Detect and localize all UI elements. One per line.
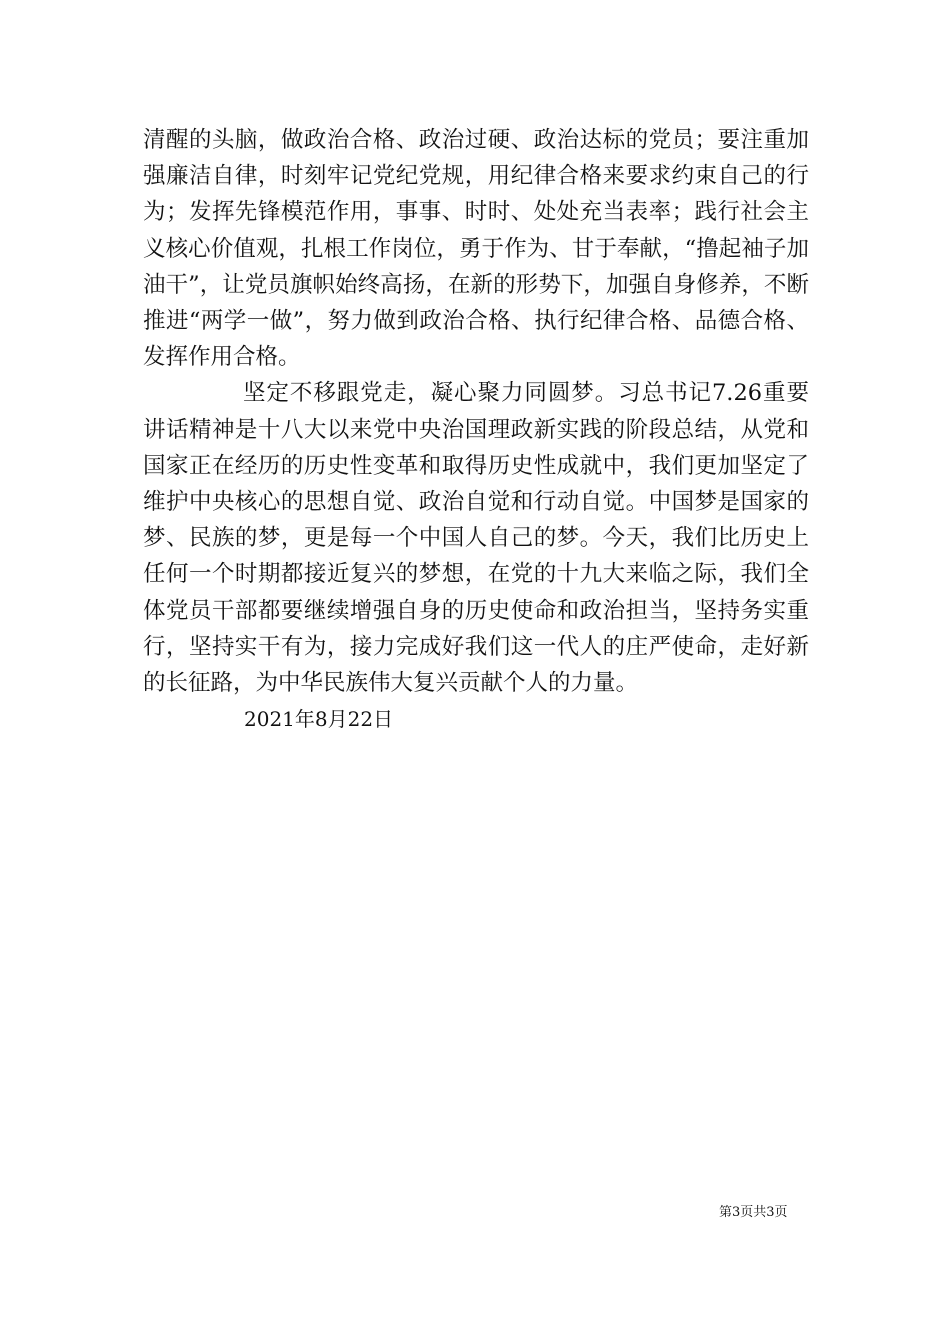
page-number-footer: 第3页共3页 [719, 1205, 788, 1220]
paragraph-continued: 清醒的头脑，做政治合格、政治过硬、政治达标的党员；要注重加强廉洁自律，时刻牢记党纪党规，用纪律合格来要求约束自己的行为；发挥先锋模范作用，事事、时时、处处充当表率；践行社会主义核心价值观，扎根工作岗位，勇于作为、甘于奉献，“撸起袖子加油干”，让党员旗帜始终高扬，在新的形势下，加强自身修养，不断推进“两学一做”，努力做到政治合格、执行纪律合格、品德合格、发挥作用合格。 [143, 127, 809, 371]
paragraph-follow-party: 坚定不移跟党走，凝心聚力同圆梦。习总书记7.26重要讲话精神是十八大以来党中央治国理政新实践的阶段总结，从党和国家正在经历的历史性变革和取得历史性成就中，我们更加坚定了维护中央核心的思想自觉、政治自觉和行动自觉。中国梦是国家的梦、民族的梦，更是每一个中国人自己的梦。今天，我们比历史上任何一个时期都接近复兴的梦想，在党的十九大来临之际，我们全体党员干部都要继续增强自身的历史使命和政治担当，坚持务实重行，坚持实干有为，接力完成好我们这一代人的庄严使命，走好新的长征路，为中华民族伟大复兴贡献个人的力量。 [143, 380, 809, 697]
document-body [143, 122, 809, 737]
document-date: 2021年8月22日 [244, 707, 394, 732]
